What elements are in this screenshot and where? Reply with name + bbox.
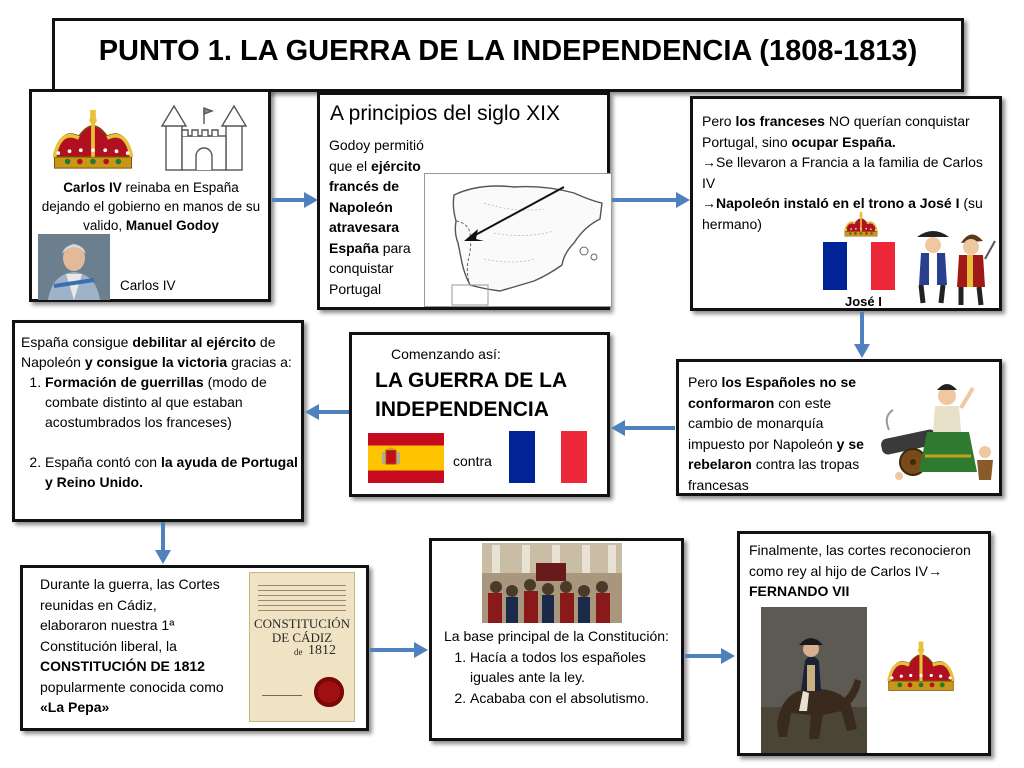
crown-icon xyxy=(48,108,138,170)
agustina-cannon-cartoon xyxy=(877,376,1001,488)
wax-seal-icon xyxy=(314,677,344,707)
base-box xyxy=(429,538,684,741)
small-crown-icon xyxy=(843,211,879,237)
espanoles-box xyxy=(676,359,1002,496)
arrow-box2-to-box3 xyxy=(612,190,690,210)
arrow-box5-to-box6 xyxy=(305,402,349,422)
constitucion-text: Durante la guerra, las Cortes reunidas en Cádiz, elaboraron nuestra 1ª Constitución liberal, la CONSTITUCIÓN DE 1812 popularmente conocida como «La Pepa» xyxy=(40,576,224,715)
fernando-box xyxy=(737,531,991,756)
title-box xyxy=(52,18,964,92)
doc-text-lines xyxy=(258,581,346,611)
comenzando-box xyxy=(349,332,610,497)
siglo-xix-box xyxy=(317,92,610,310)
jose-i-caption: José I xyxy=(845,294,882,309)
napoleon-cartoon xyxy=(911,223,997,307)
franceses-box xyxy=(690,96,1002,311)
arrow-icon: → xyxy=(927,562,942,579)
list-item: 1. Formación de guerrillas (modo de combate distinto al que estaban acostumbrados los franceses) xyxy=(45,372,301,432)
list-item: 2. Acababa con el absolutismo. xyxy=(470,688,684,709)
fernando-equestrian-portrait xyxy=(761,607,867,753)
iberia-map xyxy=(424,173,612,307)
constitucion-box xyxy=(20,565,369,731)
espanoles-text: Pero los Españoles no se conformaron con este cambio de monarquía impuesto por Napoleón y se rebelaron contra las tropas francesas xyxy=(688,374,864,493)
carlos-iv-portrait xyxy=(38,234,110,300)
victoria-text: España consigue debilitar al ejército de Napoleón y consigue la victoria gracias a: 1. Formación de guerrillas (modo de combate distinto al que estaban acostumbrados los franceses) 2. España contó con la ayuda de Portugal y Reino Unido. xyxy=(21,332,301,492)
guerra-heading: LA GUERRA DE LA INDEPENDENCIA xyxy=(375,369,567,421)
base-text: La base principal de la Constitución: 1. Hacía a todos los españoles iguales ante la ley. 2. Acababa con el absolutismo. xyxy=(444,626,684,708)
arrow-box1-to-box2 xyxy=(272,190,318,210)
french-flag xyxy=(823,241,895,291)
comenzando-intro: Comenzando así: xyxy=(391,346,501,362)
fernando-text: Finalmente, las cortes reconocieron como rey al hijo de Carlos IV→ FERNANDO VII xyxy=(749,542,971,599)
doc-signature-line xyxy=(262,685,302,696)
arrow-box4-to-box5 xyxy=(611,418,675,438)
godoy-text: Godoy permitió que el ejército francés de Napoleón atravesara España para conquistar Portugal xyxy=(329,137,424,297)
siglo-xix-heading: A principios del siglo XIX xyxy=(330,102,560,125)
doc-title: CONSTITUCIÓN DE CÁDIZ xyxy=(254,616,351,645)
arrow-icon: → xyxy=(702,195,716,211)
crown-icon xyxy=(885,640,957,692)
french-flag xyxy=(509,431,587,483)
arrow-box6-to-box7 xyxy=(152,522,174,564)
list-item: 1. Hacía a todos los españoles iguales ante la ley. xyxy=(470,647,684,688)
spanish-flag xyxy=(368,433,444,483)
doc-year: 1812 xyxy=(308,643,336,658)
contra-label: contra xyxy=(453,453,492,469)
doc-sub: de xyxy=(294,647,303,657)
castle-icon xyxy=(160,102,248,172)
arrow-box3-to-box4 xyxy=(851,312,873,358)
arrow-icon: → xyxy=(702,154,716,170)
carlos-iv-box xyxy=(29,89,271,302)
cortes-painting xyxy=(482,543,622,623)
franceses-text: Pero los franceses NO querían conquistar Portugal, sino ocupar España. →Se llevaron a Francia a la familia de Carlos IV →Napoleón instaló en el trono a José I (su hermano) xyxy=(702,113,983,232)
portrait-caption: Carlos IV xyxy=(120,278,176,293)
carlos-iv-text: Carlos IV reinaba en España dejando el gobierno en manos de su valido, Manuel Godoy xyxy=(41,180,261,233)
list-item: 2. España contó con la ayuda de Portugal y Reino Unido. xyxy=(45,452,301,492)
page-title: PUNTO 1. LA GUERRA DE LA INDEPENDENCIA (1808-1813) xyxy=(98,35,918,67)
victoria-box xyxy=(12,320,304,522)
arrow-box8-to-box9 xyxy=(685,646,735,666)
constitucion-document xyxy=(249,572,355,722)
arrow-box7-to-box8 xyxy=(370,640,428,660)
